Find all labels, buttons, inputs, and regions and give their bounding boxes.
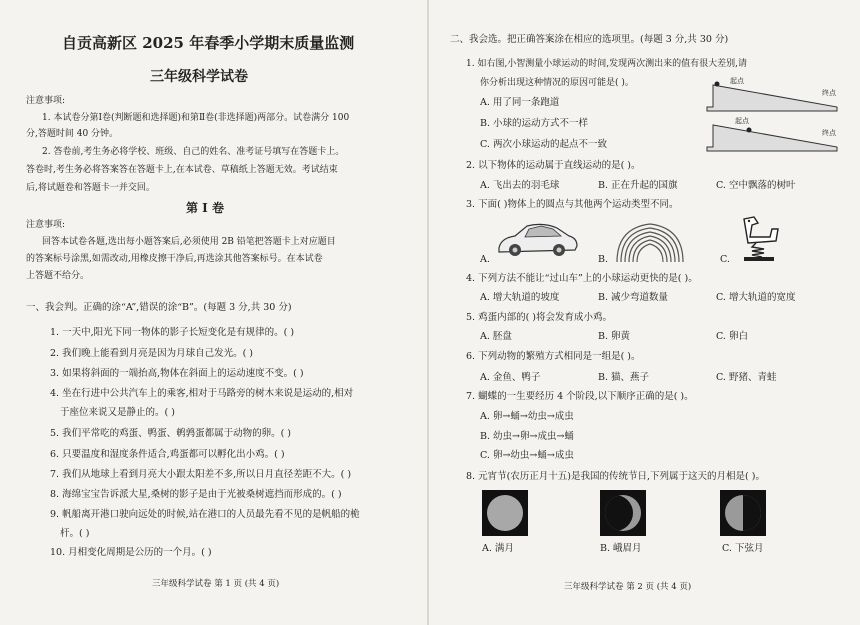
question-text: 3. 下面( )物体上的圆点与其他两个运动类型不同。 [466,199,679,210]
q2-option-a: A. 飞出去的羽毛球 [480,180,560,191]
notice-line: 后,将试题卷和答题卡一并交回。 [26,183,155,193]
fig-label-start: 起点 [735,117,749,125]
section1-heading: 一、我会判。正确的涂“A”,错误的涂“B”。(每题 3 分,共 30 分) [26,302,292,313]
q6-option-a: A. 金鱼、鸭子 [480,372,541,383]
notice-line: 答卷时,考生务必将答案答在答题卡上,在本试卷、草稿纸上答题无效。考试结束 [26,165,338,175]
q5-option-c: C. 卵白 [716,331,748,342]
page-2 [430,0,860,625]
spring-horse-icon [736,213,784,263]
q3-option-c: C. [720,254,730,265]
q7-option-a: A. 卵→蛹→幼虫→成虫 [480,411,574,422]
page-fold [427,0,429,625]
judge-item: 8. 海绵宝宝告诉派大星,桑树的影子是由于光被桑树遮挡而形成的。( ) [50,489,342,500]
part-title: 第 Ⅰ 卷 [186,201,224,215]
q2-option-c: C. 空中飘落的树叶 [716,180,796,191]
notice-line: 分,答题时间 40 分钟。 [26,129,119,139]
full-moon-icon [482,490,528,536]
section2-heading: 二、我会选。把正确答案涂在相应的选项里。(每题 3 分,共 30 分) [450,34,729,45]
last-quarter-moon-icon [720,490,766,536]
fig-label-end: 终点 [822,129,836,137]
fig-label-start: 起点 [730,77,744,85]
q8-option-b: B. 峨眉月 [600,543,642,554]
q7-option-b: B. 幼虫→卵→成虫→蛹 [480,431,574,442]
judge-item: 5. 我们平常吃的鸡蛋、鸭蛋、鹌鹑蛋都属于动物的卵。( ) [50,428,292,439]
judge-item: 7. 我们从地球上看到月亮大小跟太阳差不多,所以日月直径差距不大。( ) [50,469,352,480]
exam-title: 自贡高新区 2025 年春季小学期末质量监测 [62,34,355,52]
q6-option-b: B. 猫、燕子 [598,372,650,383]
judge-item: 杆。( ) [60,528,90,539]
question-text: 4. 下列方法不能让“过山车”上的小球运动更快的是( )。 [466,273,698,284]
judge-item: 于座位来说又是静止的。( ) [60,407,175,418]
judge-item: 10. 月相变化周期是公历的一个月。( ) [50,547,212,558]
exam-subtitle: 三年级科学试卷 [150,69,248,85]
notice-line: 1. 本试卷分第Ⅰ卷(判断题和选择题)和第Ⅱ卷(非选择题)两部分。试卷满分 100 [42,113,350,123]
q4-option-b: B. 减少弯道数量 [598,292,669,303]
q1-option-c: C. 两次小球运动的起点不一致 [480,139,607,150]
q5-option-b: B. 卵黄 [598,331,631,342]
crescent-moon-icon [600,490,646,536]
judge-item: 2. 我们晚上能看到月亮是因为月球自己发光。( ) [50,348,254,359]
q5-option-a: A. 胚盘 [480,331,512,342]
q2-option-b: B. 正在升起的国旗 [598,180,678,191]
ramp-figure [705,75,840,155]
judge-item: 9. 帆船离开港口驶向远处的时候,站在港口的人员最先看不见的是帆船的桅 [50,509,360,520]
notice2-line: 上答题不给分。 [26,271,90,281]
judge-item: 1. 一天中,阳光下同一物体的影子长短变化是有规律的。( ) [50,327,295,338]
car-icon [495,218,580,260]
question-text: 1. 如右图,小智测量小球运动的时间,发现两次测出来的值有很大差别,请 [466,59,748,69]
ball-icon [715,82,720,87]
question-text: 你分析出现这种情况的原因可能是( )。 [480,78,634,88]
q7-option-c: C. 卵→幼虫→蛹→成虫 [480,450,574,461]
judge-item: 6. 只要温度和湿度条件适合,鸡蛋都可以孵化出小鸡。( ) [50,449,285,460]
question-text: 8. 元宵节(农历正月十五)是我国的传统节日,下列属于这天的月相是( )。 [466,471,765,482]
question-text: 2. 以下物体的运动属于直线运动的是( )。 [466,160,641,171]
q4-option-c: C. 增大轨道的宽度 [716,292,796,303]
q6-option-c: C. 野猪、青蛙 [716,372,777,383]
ball-icon [747,128,752,133]
fig-label-end: 终点 [822,89,836,97]
page-footer: 三年级科学试卷 第 1 页 (共 4 页) [152,579,280,589]
notice2-line: 的答案标号涂黑,如需改动,用橡皮擦干净后,再选涂其他答案标号。在本试卷 [26,254,323,264]
q1-option-a: A. 用了同一条跑道 [480,97,560,108]
question-text: 5. 鸡蛋内部的( )将会发育成小鸡。 [466,312,613,323]
q1-option-b: B. 小球的运动方式不一样 [480,118,589,129]
q3-option-b: B. [598,254,609,265]
question-text: 7. 蝴蝶的一生要经历 4 个阶段,以下顺序正确的是( )。 [466,391,694,402]
q8-option-a: A. 满月 [482,543,514,554]
q3-option-a: A. [480,254,490,265]
q4-option-a: A. 增大轨道的坡度 [480,292,560,303]
notice-heading: 注意事项: [26,96,66,106]
spring-icon [613,218,688,264]
q8-option-c: C. 下弦月 [722,543,764,554]
judge-item: 4. 坐在行进中公共汽车上的乘客,相对于马路旁的树木来说是运动的,相对 [50,388,354,399]
notice2-heading: 注意事项: [26,220,66,230]
judge-item: 3. 如果将斜面的一端抬高,物体在斜面上的运动速度不变。( ) [50,368,304,379]
notice-line: 2. 答卷前,考生务必将学校、班级、自己的姓名、准考证号填写在答题卡上。 [42,147,345,157]
page-1 [0,0,425,625]
page-footer: 三年级科学试卷 第 2 页 (共 4 页) [564,582,692,592]
question-text: 6. 下列动物的繁殖方式相同是一组是( )。 [466,351,641,362]
notice2-line: 回答本试卷各题,选出每小题答案后,必须使用 2B 铅笔把答题卡上对应题目 [42,237,336,247]
